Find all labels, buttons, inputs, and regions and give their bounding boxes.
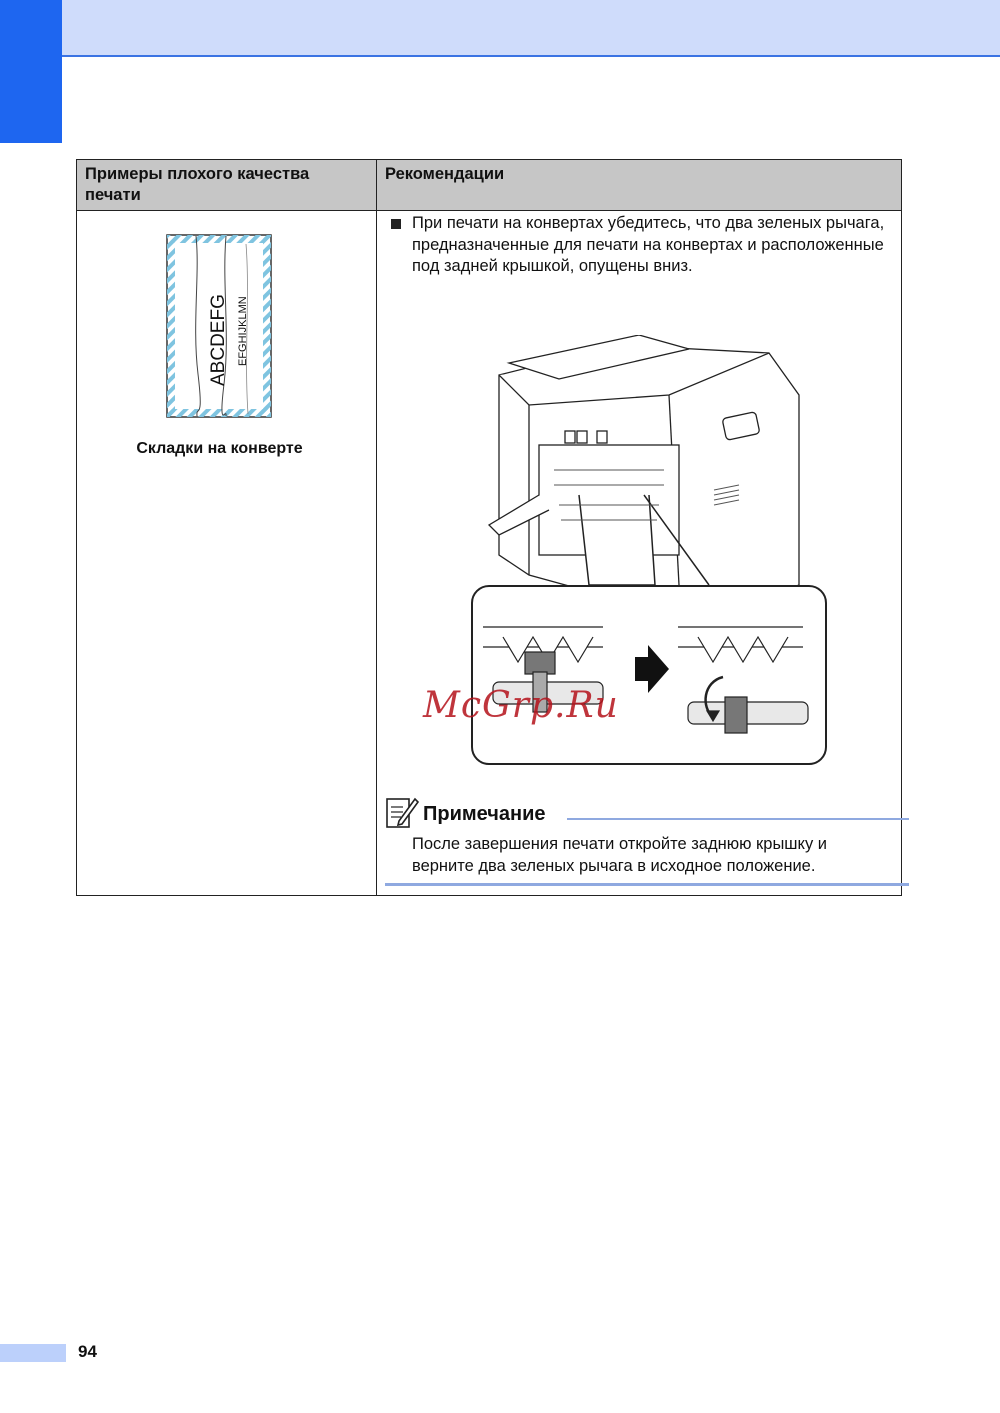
page-number-bar: [0, 1344, 66, 1362]
chapter-tab: [0, 0, 62, 143]
envelope-text-large: ABCDEFG: [208, 294, 229, 386]
example-cell: [77, 211, 377, 896]
example-caption: Складки на конверте: [136, 440, 303, 457]
table-row: [77, 211, 902, 896]
page-number: 94: [78, 1342, 97, 1361]
top-header-band: [0, 0, 1000, 57]
printer-rear-cover-illustration: [469, 335, 825, 605]
note-divider-top: [567, 818, 909, 820]
table-header-row: [77, 160, 902, 211]
wrinkled-envelope-illustration: [166, 234, 272, 418]
note-title: Примечание: [423, 803, 546, 825]
envelope-text-small: EFGHIJKLMN: [237, 296, 249, 366]
lever-detail-illustration: [471, 585, 827, 765]
column-header-examples: Примеры плохого качества печати: [77, 160, 377, 211]
bullet-square-icon: [391, 219, 401, 229]
bullet-text: При печати на конвертах убедитесь, что два зеленых рычага, предназначенные для печати на конвертах и расположенные под задней крышкой, опущены вниз.: [412, 214, 885, 275]
note-text: После завершения печати откройте заднюю крышку и верните два зеленых рычага в исходное положение.: [412, 835, 827, 875]
print-quality-table: [76, 159, 902, 896]
note-divider-bottom: [385, 883, 909, 886]
watermark: McGrp.Ru: [423, 685, 619, 726]
note-pencil-icon: [385, 795, 419, 829]
column-header-recommendations: Рекомендации: [377, 160, 902, 211]
recommendation-bullet: [391, 213, 911, 278]
recommendation-cell: [377, 211, 902, 896]
